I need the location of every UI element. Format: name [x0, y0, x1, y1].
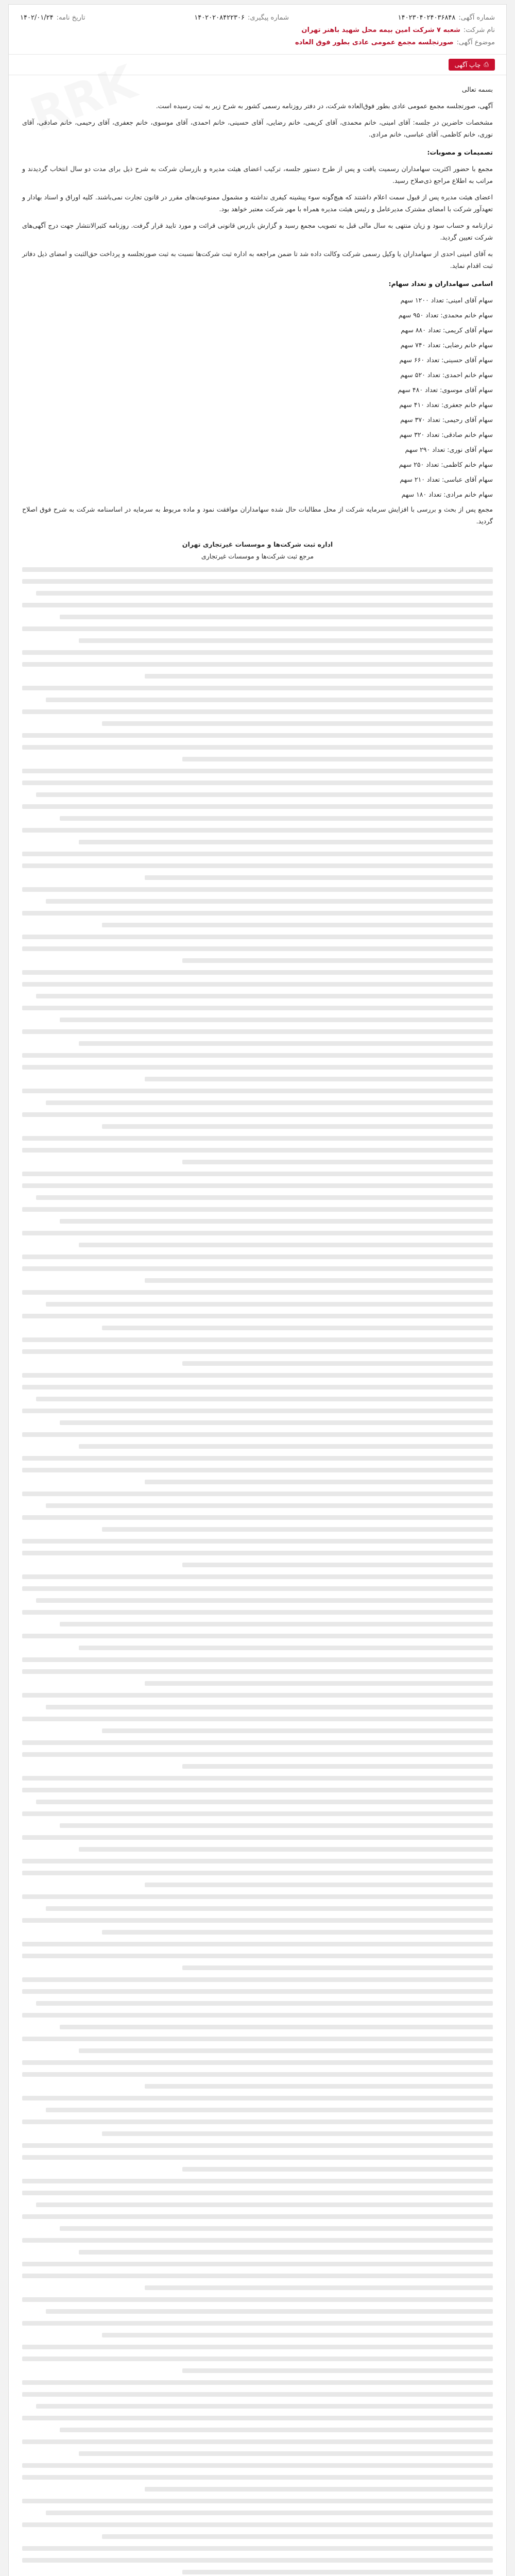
text-line-placeholder: [22, 1918, 493, 1923]
text-line-placeholder: [102, 2131, 493, 2136]
text-line-placeholder: [36, 591, 493, 596]
list-item: سهام آقای حسینی: تعداد ۶۶۰ سهم: [399, 356, 493, 364]
text-line-placeholder: [79, 2250, 493, 2255]
text-line-placeholder: [145, 2285, 493, 2290]
list-item: سهام آقای امینی: تعداد ۱۲۰۰ سهم: [400, 296, 493, 304]
text-line-placeholder: [22, 1053, 493, 1058]
text-line-placeholder: [46, 2108, 493, 2112]
text-line-placeholder: [22, 2155, 493, 2160]
text-line-placeholder: [22, 1752, 493, 1757]
text-line-placeholder: [36, 792, 493, 797]
text-line-placeholder: [22, 1112, 493, 1117]
text-line-placeholder: [102, 1930, 493, 1935]
text-line-placeholder: [22, 911, 493, 916]
text-line-placeholder: [22, 1776, 493, 1781]
text-line-placeholder: [22, 2297, 493, 2302]
text-line-placeholder: [46, 2309, 493, 2314]
subject-line: [20, 37, 495, 49]
text-line-placeholder: [46, 2511, 493, 2515]
company-line: [20, 24, 495, 37]
print-button[interactable]: [449, 59, 495, 71]
text-line-placeholder: [60, 1420, 493, 1425]
list-item: سهام آقای موسوی: تعداد ۴۸۰ سهم: [398, 386, 493, 394]
list-item: سهام آقای کریمی: تعداد ۸۸۰ سهم: [401, 326, 493, 334]
text-line-placeholder: [145, 875, 493, 880]
text-line-placeholder: [22, 2475, 493, 2480]
text-line-placeholder: [22, 1006, 493, 1010]
text-line-placeholder: [22, 828, 493, 833]
text-line-placeholder: [79, 2451, 493, 2456]
text-line-placeholder: [22, 1172, 493, 1176]
text-line-placeholder: [22, 1029, 493, 1034]
text-line-placeholder: [22, 1207, 493, 1212]
text-line-placeholder: [60, 1823, 493, 1828]
notice-number-label: شماره آگهی:: [458, 14, 495, 22]
text-line-placeholder: [22, 1657, 493, 1662]
notice-meta: [9, 5, 506, 55]
text-line-placeholder: [46, 698, 493, 702]
text-line-placeholder: [60, 2226, 493, 2231]
text-line-placeholder: [60, 1219, 493, 1224]
text-line-placeholder: [22, 1409, 493, 1413]
text-line-placeholder: [102, 1728, 493, 1733]
text-line-placeholder: [22, 2013, 493, 2018]
paragraph: ترازنامه و حساب سود و زیان منتهی به سال مالی قبل به تصویب مجمع رسید و گزارش بازرس قانونی قرائت و مورد تایید قرار گرفت. روزنامه کثیرالانتشار جهت درج آگهی‌های شرکت تعیین گردید.: [22, 222, 493, 241]
text-line-placeholder: [22, 2143, 493, 2148]
text-line-placeholder: [36, 2202, 493, 2207]
shares-list: [22, 294, 493, 500]
text-line-placeholder: [182, 2570, 493, 2574]
text-line-placeholder: [22, 2321, 493, 2326]
paragraph: مجمع پس از بحث و بررسی با افزایش سرمایه شرکت از محل مطالبات حال شده سهامداران موافقت نمود و ماده مربوط به سرمایه در اساسنامه شرکت به شرح فوق اصلاح گردید.: [22, 505, 493, 525]
text-line-placeholder: [22, 1231, 493, 1235]
notice-body: [9, 75, 506, 567]
text-line-placeholder: [22, 1788, 493, 1792]
text-line-placeholder: [22, 1456, 493, 1461]
signature-block: [22, 538, 493, 562]
paragraph: به آقای امینی احدی از سهامداران یا وکیل رسمی شرکت وکالت داده شد تا ضمن مراجعه به اداره ثبت شرکت‌ها نسبت به ثبت صورتجلسه و پرداخت حق‌الثبت و امضای ذیل دفاتر ثبت اقدام نماید.: [22, 250, 493, 269]
text-line-placeholder: [79, 1041, 493, 1046]
text-line-placeholder: [79, 1646, 493, 1650]
members-paragraph: مشخصات حاضرین در جلسه: آقای امینی، خانم محمدی، آقای کریمی، خانم رضایی، آقای حسینی، خانم احمدی، آقای موسوی، خانم جعفری، آقای رحیمی، خانم صادقی، آقای نوری، خانم کاظمی، آقای عباسی، خانم مرادی.: [22, 118, 493, 138]
text-line-placeholder: [79, 1847, 493, 1852]
text-line-placeholder: [22, 2096, 493, 2100]
notice-number: [398, 12, 495, 24]
list-item: سهام خانم رضایی: تعداد ۷۴۰ سهم: [400, 341, 493, 349]
list-item: سهام آقای نوری: تعداد ۲۹۰ سهم: [405, 446, 493, 453]
text-line-placeholder: [145, 1681, 493, 1686]
text-line-placeholder: [145, 1278, 493, 1283]
text-line-placeholder: [46, 1705, 493, 1709]
text-line-placeholder: [145, 1480, 493, 1484]
text-line-placeholder: [36, 1397, 493, 1401]
text-line-placeholder: [46, 1100, 493, 1105]
text-line-placeholder: [46, 1503, 493, 1508]
text-line-placeholder: [79, 2048, 493, 2053]
paragraph: اعضای هیئت مدیره پس از قبول سمت اعلام داشتند که هیچ‌گونه سوء پیشینه کیفری نداشته و مشمول ممنوعیت‌های مقرر در قانون تجارت نمی‌باشند. کلیه اوراق و اسناد بهادار و تعهدآور شرکت با امضای مشترک مدیرعامل و رئیس هیئت مدیره همراه با مهر شرکت معتبر خواهد بود.: [22, 193, 493, 213]
text-line-placeholder: [22, 1373, 493, 1378]
signature-subtitle: مرجع ثبت شرکت‌ها و موسسات غیرتجاری: [201, 552, 314, 560]
text-line-placeholder: [79, 840, 493, 844]
text-line-placeholder: [182, 1563, 493, 1567]
text-line-placeholder: [22, 804, 493, 809]
text-line-placeholder: [22, 1148, 493, 1153]
text-line-placeholder: [22, 1574, 493, 1579]
text-line-placeholder: [22, 935, 493, 939]
list-item: سهام خانم صادقی: تعداد ۳۲۰ سهم: [399, 431, 493, 438]
text-line-placeholder: [22, 650, 493, 655]
text-line-placeholder: [60, 1622, 493, 1626]
text-line-placeholder: [102, 1527, 493, 1532]
text-line-placeholder: [36, 2404, 493, 2409]
text-line-placeholder: [22, 1610, 493, 1615]
text-line-placeholder: [22, 2392, 493, 2397]
tracking-number-value: ۱۴۰۲۰۲۰۸۴۲۲۳۰۶: [194, 14, 245, 22]
text-line-placeholder: [22, 982, 493, 987]
notice-page: [8, 4, 507, 2576]
text-line-placeholder: [22, 1717, 493, 1721]
text-line-placeholder: [22, 946, 493, 951]
text-line-placeholder: [22, 1669, 493, 1674]
text-line-placeholder: [22, 745, 493, 750]
text-line-placeholder: [22, 852, 493, 856]
text-line-placeholder: [22, 2274, 493, 2278]
text-line-placeholder: [22, 1492, 493, 1496]
text-line-placeholder: [22, 686, 493, 690]
text-line-placeholder: [182, 2167, 493, 2172]
text-line-placeholder: [145, 1883, 493, 1887]
text-line-placeholder: [60, 1018, 493, 1022]
text-line-placeholder: [182, 1764, 493, 1769]
text-line-placeholder: [22, 2179, 493, 2183]
text-line-placeholder: [36, 994, 493, 998]
text-line-placeholder: [22, 1894, 493, 1899]
tracking-number-label: شماره پیگیری:: [248, 14, 289, 22]
text-line-placeholder: [22, 2060, 493, 2065]
text-line-placeholder: [145, 2487, 493, 2492]
list-item: سهام خانم احمدی: تعداد ۵۲۰ سهم: [400, 371, 493, 379]
letter-date: [20, 12, 85, 24]
text-line-placeholder: [22, 2463, 493, 2468]
text-line-placeholder: [22, 2499, 493, 2503]
text-line-placeholder: [22, 887, 493, 892]
signature-title: اداره ثبت شرکت‌ها و موسسات غیرتجاری تهران: [182, 540, 333, 548]
text-line-placeholder: [22, 1942, 493, 1946]
text-line-placeholder: [102, 923, 493, 927]
text-line-placeholder: [182, 1160, 493, 1164]
text-line-placeholder: [22, 1693, 493, 1698]
text-line-placeholder: [22, 2214, 493, 2219]
text-line-placeholder: [22, 2416, 493, 2420]
text-line-placeholder: [22, 2357, 493, 2361]
text-line-placeholder: [22, 1811, 493, 1816]
text-line-placeholder: [22, 1989, 493, 1994]
list-item: سهام خانم مرادی: تعداد ۱۸۰ سهم: [401, 490, 493, 498]
text-line-placeholder: [22, 709, 493, 714]
text-line-placeholder: [36, 1800, 493, 1804]
print-button-label: چاپ آگهی: [454, 61, 481, 69]
text-line-placeholder: [22, 2120, 493, 2124]
text-line-placeholder: [22, 1136, 493, 1141]
text-line-placeholder: [22, 1871, 493, 1875]
text-line-placeholder: [60, 2025, 493, 2029]
text-line-placeholder: [22, 603, 493, 607]
letter-date-label: تاریخ نامه:: [56, 14, 85, 22]
subject-value: صورتجلسه مجمع عمومی عادی بطور فوق العاده: [295, 39, 454, 46]
text-line-placeholder: [182, 1361, 493, 1366]
toolbar: [9, 55, 506, 75]
paragraph: مجمع با حضور اکثریت سهامداران رسمیت یافت و پس از طرح دستور جلسه، ترکیب اعضای هیئت مدیره و بازرسان شرکت به شرح ذیل برای مدت دو سال انتخاب گردیدند و مراتب به اطلاع مراجع ذی‌صلاح رسید.: [22, 165, 493, 184]
text-line-placeholder: [182, 1965, 493, 1970]
shares-heading: اسامی سهامداران و تعداد سهام:: [388, 280, 493, 287]
text-line-placeholder: [22, 1337, 493, 1342]
text-line-placeholder: [22, 1515, 493, 1520]
text-line-placeholder: [22, 1349, 493, 1354]
list-item: سهام خانم کاظمی: تعداد ۲۵۰ سهم: [399, 461, 493, 468]
text-line-placeholder: [22, 1551, 493, 1555]
text-line-placeholder: [22, 1385, 493, 1389]
text-line-placeholder: [22, 567, 493, 572]
text-line-placeholder: [22, 1089, 493, 1093]
greeting: بسمه تعالی: [461, 86, 493, 93]
text-line-placeholder: [79, 1444, 493, 1449]
text-line-placeholder: [22, 781, 493, 785]
text-line-placeholder: [22, 2439, 493, 2444]
text-line-placeholder: [102, 1124, 493, 1129]
list-item: سهام خانم جعفری: تعداد ۴۱۰ سهم: [399, 401, 493, 409]
text-line-placeholder: [22, 1859, 493, 1863]
text-line-placeholder: [36, 1195, 493, 1200]
text-line-placeholder: [79, 638, 493, 643]
list-item: سهام خانم محمدی: تعداد ۹۵۰ سهم: [398, 311, 493, 319]
text-line-placeholder: [22, 1835, 493, 1840]
text-line-placeholder: [22, 2522, 493, 2527]
text-line-placeholder: [102, 721, 493, 726]
subject-label: موضوع آگهی:: [456, 39, 495, 46]
text-line-placeholder: [22, 662, 493, 667]
text-line-placeholder: [36, 1598, 493, 1603]
text-line-placeholder: [22, 1539, 493, 1544]
tracking-number: [194, 12, 289, 24]
text-line-placeholder: [145, 1077, 493, 1081]
text-line-placeholder: [22, 2546, 493, 2551]
printer-icon: ⎙: [484, 61, 489, 68]
text-line-placeholder: [60, 615, 493, 619]
letter-date-value: ۱۴۰۲/۰۱/۲۴: [20, 14, 54, 22]
text-line-placeholder: [22, 863, 493, 868]
text-line-placeholder: [22, 626, 493, 631]
company-label: نام شرکت:: [463, 26, 495, 34]
text-line-placeholder: [46, 1906, 493, 1911]
intro-paragraph: آگهی، صورتجلسه مجمع عمومی عادی بطور فوق‌العاده شرکت، در دفتر روزنامه رسمی کشور به شرح زیر به ثبت رسیده است.: [156, 102, 493, 110]
text-line-placeholder: [22, 1255, 493, 1259]
text-line-placeholder: [22, 579, 493, 584]
text-line-placeholder: [22, 2558, 493, 2563]
text-line-placeholder: [22, 769, 493, 773]
text-line-placeholder: [60, 2428, 493, 2432]
text-line-placeholder: [22, 2345, 493, 2349]
text-line-placeholder: [22, 2380, 493, 2385]
text-line-placeholder: [22, 1634, 493, 1638]
text-line-placeholder: [79, 1243, 493, 1247]
text-line-placeholder: [60, 816, 493, 821]
text-line-placeholder: [22, 1432, 493, 1437]
text-line-placeholder: [182, 757, 493, 761]
text-line-placeholder: [145, 674, 493, 679]
text-line-placeholder: [22, 1468, 493, 1472]
text-line-placeholder: [46, 1302, 493, 1307]
text-line-placeholder: [102, 2534, 493, 2539]
text-line-placeholder: [22, 1290, 493, 1295]
text-line-placeholder: [22, 1183, 493, 1188]
company-value: شعبه ۷ شرکت امین بیمه محل شهید باهنر تهران: [301, 26, 460, 34]
text-line-placeholder: [102, 2333, 493, 2337]
text-line-placeholder: [22, 2037, 493, 2041]
text-line-placeholder: [145, 2084, 493, 2089]
meta-row: [20, 12, 495, 24]
notice-number-value: ۱۴۰۲۳۰۴۰۲۴۰۳۶۸۴۸: [398, 14, 456, 22]
text-line-placeholder: [22, 1740, 493, 1745]
text-line-placeholder: [22, 1977, 493, 1982]
decisions-heading: تصمیمات و مصوبات:: [427, 148, 493, 156]
text-line-placeholder: [22, 2238, 493, 2243]
text-line-placeholder: [22, 2262, 493, 2266]
text-line-placeholder: [22, 2191, 493, 2195]
text-line-placeholder: [22, 1954, 493, 1958]
text-line-placeholder: [22, 1065, 493, 1070]
text-line-placeholder: [182, 2368, 493, 2373]
text-line-placeholder: [102, 1326, 493, 1330]
text-line-placeholder: [22, 1266, 493, 1271]
text-line-placeholder: [22, 733, 493, 738]
text-line-placeholder: [46, 899, 493, 904]
text-line-placeholder: [22, 1586, 493, 1591]
list-item: سهام آقای رحیمی: تعداد ۳۷۰ سهم: [400, 416, 493, 423]
text-line-placeholder: [22, 1314, 493, 1318]
list-item: سهام آقای عباسی: تعداد ۲۱۰ سهم: [400, 476, 493, 483]
remaining-text-lines: [22, 567, 493, 2576]
text-line-placeholder: [36, 2001, 493, 2006]
text-line-placeholder: [22, 2072, 493, 2077]
text-line-placeholder: [182, 958, 493, 963]
text-line-placeholder: [22, 970, 493, 975]
